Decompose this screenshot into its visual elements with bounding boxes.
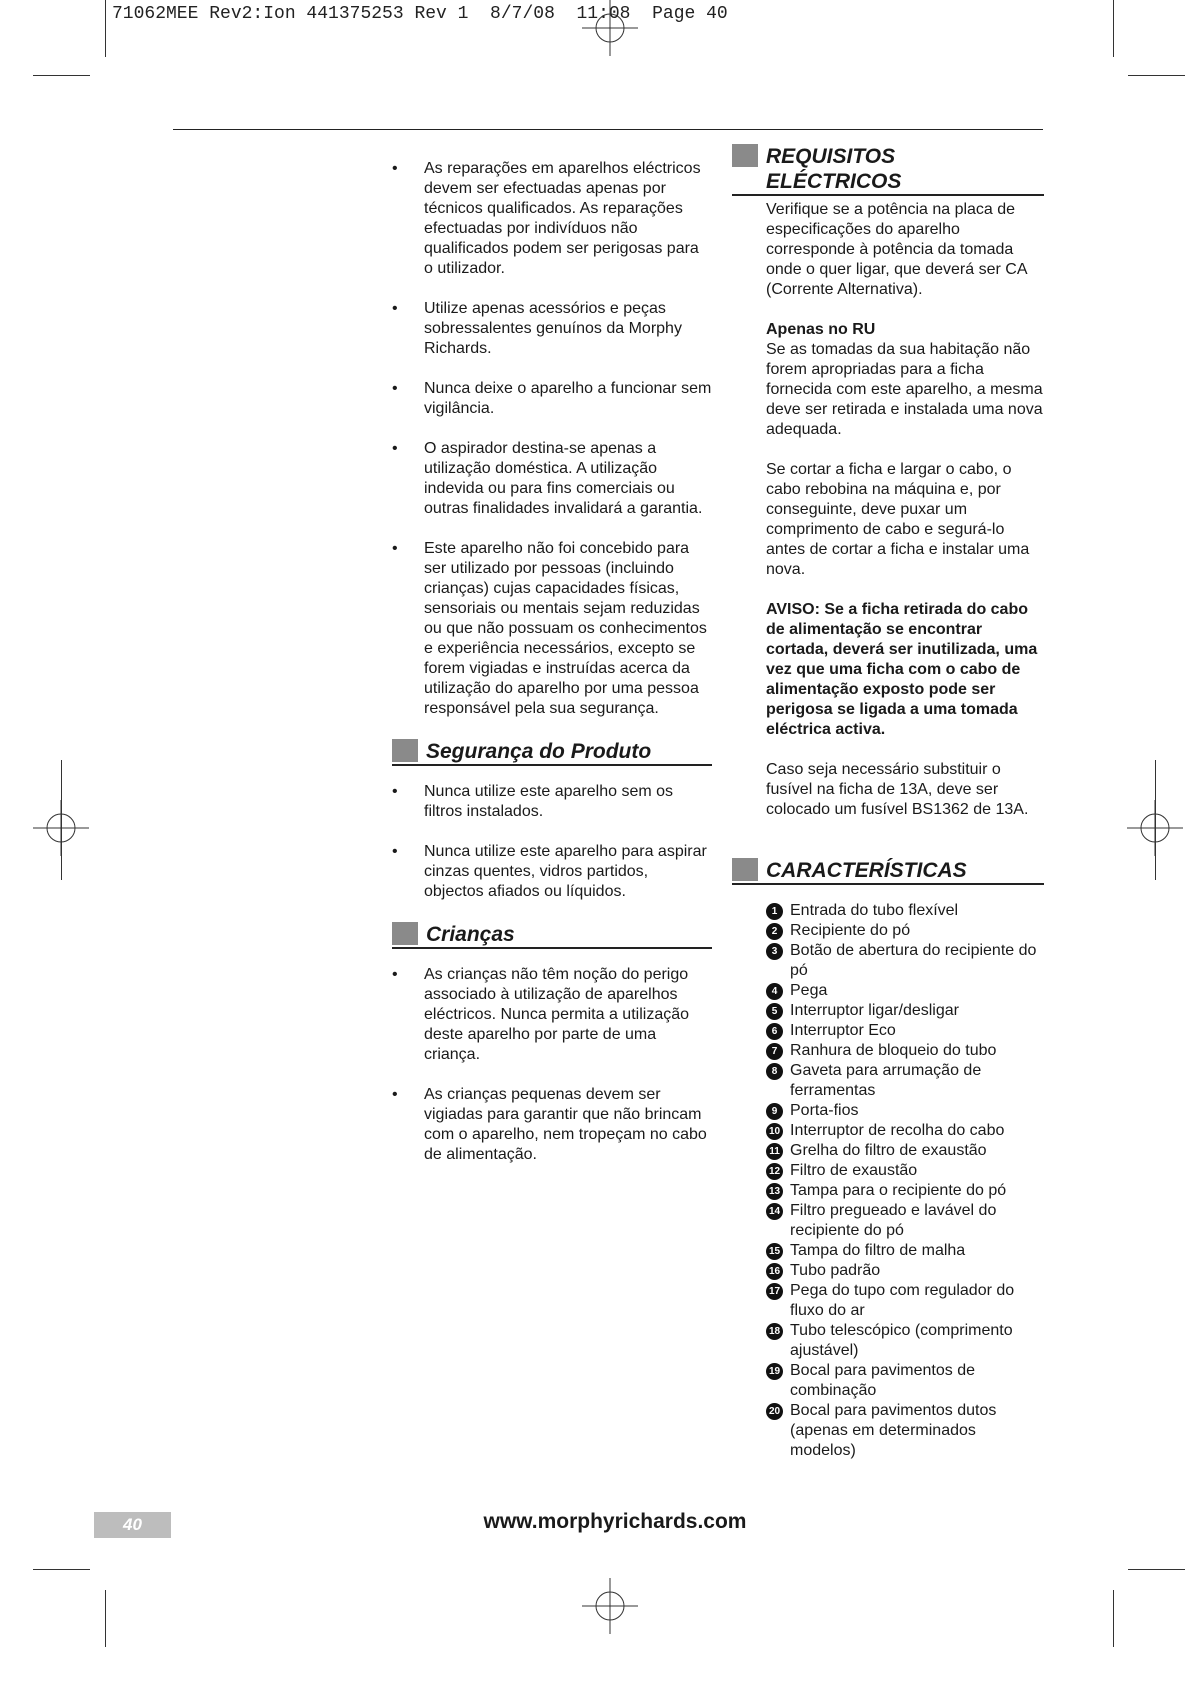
feature-item xyxy=(766,1121,1044,1141)
feature-number-icon: 2 xyxy=(766,923,783,940)
website-url: www.morphyrichards.com xyxy=(483,1510,747,1533)
feature-number-icon: 9 xyxy=(766,1103,783,1120)
feature-item xyxy=(766,1321,1044,1361)
feature-number-icon: 12 xyxy=(766,1163,783,1180)
feature-number-icon: 3 xyxy=(766,943,783,960)
uk-block xyxy=(732,320,1044,820)
feature-label: Ranhura de bloqueio do tubo xyxy=(790,1042,997,1059)
right-column xyxy=(732,144,1044,1461)
feature-label: Interruptor de recolha do cabo xyxy=(790,1122,1005,1139)
list-item: • Nunca utilize este aparelho sem os filtros instalados. xyxy=(392,782,712,822)
safety-list xyxy=(392,159,712,719)
heading-text: CARACTERÍSTICAS xyxy=(766,859,967,882)
feature-label: Pega xyxy=(790,982,828,999)
feature-number-icon: 15 xyxy=(766,1243,783,1260)
left-column xyxy=(392,159,712,1185)
electrical-intro: Verifique se a potência na placa de especificações do aparelho corresponde à potência da tomada onde o quer ligar, que deverá ser CA (Corrente Alternativa). xyxy=(766,201,1027,298)
crop-mark xyxy=(105,1590,106,1647)
list-item: • As crianças não têm noção do perigo associado à utilização de aparelhos eléctricos. Nunca permita a utilização deste aparelho por parte de uma criança. xyxy=(392,965,712,1065)
feature-number-icon: 13 xyxy=(766,1183,783,1200)
feature-label: Entrada do tubo flexível xyxy=(790,902,959,919)
crop-mark xyxy=(1128,1569,1185,1570)
list-item: • Nunca utilize este aparelho para aspirar cinzas quentes, vidros partidos, objectos afiados ou líquidos. xyxy=(392,842,712,902)
feature-item xyxy=(766,1401,1044,1461)
feature-item xyxy=(766,1061,1044,1101)
page-number: 40 xyxy=(94,1512,171,1538)
feature-label: Bocal para pavimentos dutos (apenas em determinados modelos) xyxy=(790,1402,997,1459)
feature-item xyxy=(766,921,1044,941)
crop-mark xyxy=(61,760,62,880)
feature-label: Interruptor ligar/desligar xyxy=(790,1002,959,1019)
feature-number-icon: 7 xyxy=(766,1043,783,1060)
feature-number-icon: 1 xyxy=(766,903,783,920)
feature-label: Tubo padrão xyxy=(790,1262,881,1279)
feature-item xyxy=(766,1181,1044,1201)
features-list xyxy=(732,901,1044,1461)
crop-mark xyxy=(1113,1590,1114,1647)
feature-label: Filtro pregueado e lavável do recipiente do pó xyxy=(790,1202,997,1239)
feature-number-icon: 18 xyxy=(766,1323,783,1340)
feature-item xyxy=(766,901,1044,921)
section-heading-product-safety xyxy=(392,739,712,766)
crop-mark xyxy=(1113,0,1114,57)
feature-item xyxy=(766,1241,1044,1261)
section-heading-children xyxy=(392,922,712,949)
print-slug: 71062MEE Rev2:Ion 441375253 Rev 1 8/7/08 11:08 Page 40 xyxy=(112,4,728,24)
feature-item xyxy=(766,981,1044,1001)
feature-number-icon: 17 xyxy=(766,1283,783,1300)
feature-label: Porta-fios xyxy=(790,1102,859,1119)
list-item: • O aspirador destina-se apenas a utilização doméstica. A utilização indevida ou para fins comerciais ou outras finalidades invalidará a garantia. xyxy=(392,439,712,519)
warning-text: AVISO: Se a ficha retirada do cabo de alimentação se encontrar cortada, deverá ser inutilizada, uma vez que uma ficha com o cabo de alimentação exposto pode ser perigosa se ligada a uma tomada eléctrica activa. xyxy=(766,601,1038,738)
feature-number-icon: 8 xyxy=(766,1063,783,1080)
feature-number-icon: 20 xyxy=(766,1403,783,1420)
feature-label: Botão de abertura do recipiente do pó xyxy=(790,942,1037,979)
section-heading-features xyxy=(732,858,1044,885)
uk-title: Apenas no RU xyxy=(766,321,876,338)
crop-mark xyxy=(33,75,90,76)
crop-mark xyxy=(105,0,106,57)
feature-label: Recipiente do pó xyxy=(790,922,911,939)
feature-item xyxy=(766,1261,1044,1281)
list-item: • Utilize apenas acessórios e peças sobressalentes genuínos da Morphy Richards. xyxy=(392,299,712,359)
feature-number-icon: 4 xyxy=(766,983,783,1000)
feature-label: Tampa do filtro de malha xyxy=(790,1242,966,1259)
heading-text: Segurança do Produto xyxy=(426,740,652,763)
feature-label: Gaveta para arrumação de ferramentas xyxy=(790,1062,982,1099)
list-item: • Este aparelho não foi concebido para ser utilizado por pessoas (incluindo crianças) cujas capacidades físicas, sensoriais ou mentais sejam reduzidas ou que não possuam os conhecimentos e experiência necessários, excepto se forem vigiadas e instruídas acerca da utilização do aparelho por uma pessoa responsável pela sua segurança. xyxy=(392,539,712,719)
heading-text: REQUISITOS ELÉCTRICOS xyxy=(766,145,902,193)
cut-plug-text: Se cortar a ficha e largar o cabo, o cabo rebobina na máquina e, por conseguinte, deve puxar um comprimento de cabo e segurá-lo antes de cortar a ficha e instalar uma nova. xyxy=(766,461,1030,578)
heading-marker xyxy=(732,858,758,881)
feature-number-icon: 14 xyxy=(766,1203,783,1220)
registration-mark-icon xyxy=(582,1578,638,1634)
product-safety-list xyxy=(392,782,712,902)
feature-label: Filtro de exaustão xyxy=(790,1162,918,1179)
registration-mark-icon xyxy=(582,0,638,56)
feature-label: Tubo telescópico (comprimento ajustável) xyxy=(790,1322,1013,1359)
children-list xyxy=(392,965,712,1165)
heading-marker xyxy=(732,144,758,167)
feature-item xyxy=(766,1281,1044,1321)
heading-marker xyxy=(392,739,418,762)
feature-number-icon: 19 xyxy=(766,1363,783,1380)
feature-number-icon: 10 xyxy=(766,1123,783,1140)
list-item: • Nunca deixe o aparelho a funcionar sem vigilância. xyxy=(392,379,712,419)
feature-label: Grelha do filtro de exaustão xyxy=(790,1142,987,1159)
feature-number-icon: 5 xyxy=(766,1003,783,1020)
header-rule xyxy=(173,129,1043,130)
feature-item xyxy=(766,1201,1044,1241)
feature-number-icon: 6 xyxy=(766,1023,783,1040)
feature-item xyxy=(766,1001,1044,1021)
feature-number-icon: 16 xyxy=(766,1263,783,1280)
heading-text: Crianças xyxy=(426,923,515,946)
feature-item xyxy=(766,1141,1044,1161)
feature-label: Tampa para o recipiente do pó xyxy=(790,1182,1007,1199)
crop-mark xyxy=(1155,760,1156,880)
list-item: • As reparações em aparelhos eléctricos devem ser efectuadas apenas por técnicos qualificados. As reparações efectuadas por indivíduos não qualificados podem ser perigosas para o utilizador. xyxy=(392,159,712,279)
feature-item xyxy=(766,1041,1044,1061)
feature-label: Bocal para pavimentos de combinação xyxy=(790,1362,975,1399)
feature-label: Interruptor Eco xyxy=(790,1022,896,1039)
fuse-text: Caso seja necessário substituir o fusível na ficha de 13A, deve ser colocado um fusível BS1362 de 13A. xyxy=(766,761,1029,818)
list-item: • As crianças pequenas devem ser vigiadas para garantir que não brincam com o aparelho, nem tropeçam no cabo de alimentação. xyxy=(392,1085,712,1165)
uk-text: Se as tomadas da sua habitação não forem apropriadas para a ficha fornecida com este aparelho, a mesma deve ser retirada e instalada uma nova adequada. xyxy=(766,341,1043,438)
section-heading-electrical xyxy=(732,144,1044,196)
feature-item xyxy=(766,1361,1044,1401)
feature-item xyxy=(766,1161,1044,1181)
heading-marker xyxy=(392,922,418,945)
feature-item xyxy=(766,1021,1044,1041)
feature-label: Pega do tupo com regulador do fluxo do ar xyxy=(790,1282,1015,1319)
crop-mark xyxy=(1128,75,1185,76)
crop-mark xyxy=(33,1569,90,1570)
feature-number-icon: 11 xyxy=(766,1143,783,1160)
feature-item xyxy=(766,1101,1044,1121)
feature-item xyxy=(766,941,1044,981)
